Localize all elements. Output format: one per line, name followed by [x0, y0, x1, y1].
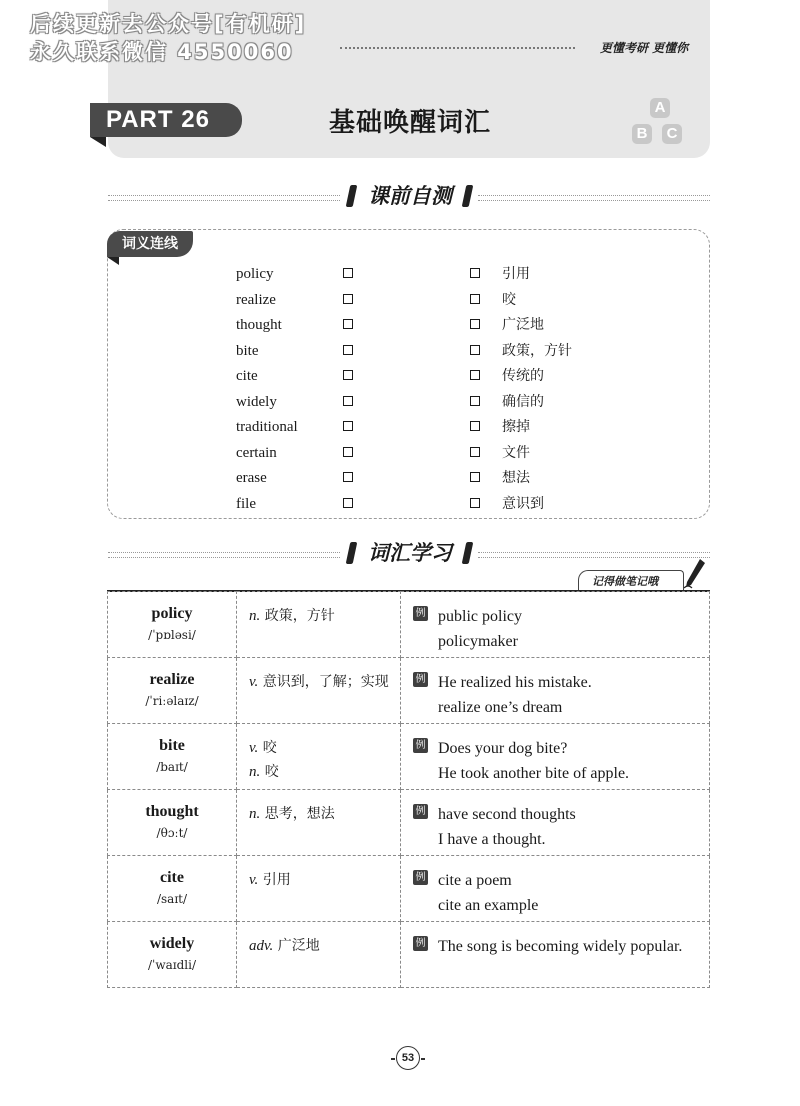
part-of-speech: v.: [249, 872, 259, 888]
matching-row: [0, 390, 800, 414]
abc-icon-c: C: [662, 124, 682, 144]
meaning-text: 思考，想法: [264, 806, 335, 822]
example-line: cite an example: [438, 897, 539, 914]
vocab-word-cell: [108, 724, 237, 790]
vocab-example-cell: [401, 790, 710, 856]
example-line: public policy: [438, 608, 522, 625]
matching-exercise-label: 词义连线: [107, 231, 193, 257]
note-tab-label: 记得做笔记哦: [592, 575, 658, 588]
vocab-row: [108, 658, 710, 724]
match-word: widely: [236, 394, 277, 410]
vocab-meaning-cell: [237, 922, 401, 988]
vocab-example-cell: [401, 724, 710, 790]
matching-row: [0, 339, 800, 363]
part-of-speech: v.: [249, 740, 259, 756]
vocab-example-cell: [401, 922, 710, 988]
vocab-example-cell: [401, 592, 710, 658]
page-title: 基础唤醒词汇: [328, 108, 491, 138]
vocab-meaning: [249, 802, 400, 826]
abc-icon-a: A: [650, 98, 670, 118]
match-checkbox-right[interactable]: [470, 268, 480, 278]
vocab-meaning: [249, 934, 400, 958]
example-badge-icon: 例: [413, 936, 428, 951]
match-meaning: 确信的: [502, 394, 544, 410]
match-checkbox-right[interactable]: [470, 396, 480, 406]
example-line: Does your dog bite?: [438, 740, 568, 757]
section-rule-left: [108, 195, 340, 201]
part-of-speech: adv.: [249, 938, 274, 954]
match-word: traditional: [236, 419, 298, 435]
vocab-row: [108, 592, 710, 658]
match-meaning: 擦掉: [502, 419, 530, 435]
example-line: policymaker: [438, 633, 518, 650]
match-checkbox-left[interactable]: [343, 447, 353, 457]
part-of-speech: n.: [249, 764, 261, 780]
section-rule-left: [108, 552, 340, 558]
vocab-meaning: [249, 868, 400, 892]
section-heading-pretest: [108, 181, 710, 211]
vocab-row: [108, 790, 710, 856]
vocab-phonetic: /baɪt/: [156, 760, 188, 774]
matching-row: [0, 492, 800, 516]
page-number-badge: [396, 1046, 422, 1072]
matching-row: [0, 313, 800, 337]
pen-icon: [682, 558, 706, 590]
watermark-line-2: 永久联系微信 4550060: [30, 40, 294, 64]
part-of-speech: n.: [249, 806, 261, 822]
meaning-text: 咬: [264, 764, 279, 780]
vocab-meaning-cell: [237, 592, 401, 658]
section-rule-right: [478, 552, 710, 558]
match-checkbox-left[interactable]: [343, 370, 353, 380]
matching-row: [0, 466, 800, 490]
match-checkbox-left[interactable]: [343, 421, 353, 431]
vocab-row: [108, 922, 710, 988]
match-checkbox-right[interactable]: [470, 345, 480, 355]
match-meaning: 引用: [502, 266, 530, 282]
section-heading-vocab: [108, 538, 710, 568]
example-line: He took another bite of apple.: [438, 765, 630, 782]
section-title-pretest: 课前自测: [368, 184, 452, 208]
vocab-word-cell: [108, 658, 237, 724]
match-checkbox-right[interactable]: [470, 472, 480, 482]
vocab-row: [108, 856, 710, 922]
meaning-text: 政策，方针: [264, 608, 335, 624]
matching-row: [0, 441, 800, 465]
match-meaning: 文件: [502, 445, 530, 461]
vocab-phonetic: /θɔːt/: [156, 826, 188, 840]
vocab-table: [107, 591, 710, 988]
page-number: 53: [396, 1046, 420, 1070]
vocab-meaning-cell: [237, 790, 401, 856]
header-slogan: 更懂考研 更懂你: [600, 41, 689, 55]
example-line: realize one’s dream: [438, 699, 563, 716]
matching-row: [0, 364, 800, 388]
page-number-tick: [421, 1058, 425, 1060]
example-badge-icon: 例: [413, 804, 428, 819]
match-word: certain: [236, 445, 277, 461]
part-tab-fold: [90, 137, 106, 147]
match-checkbox-right[interactable]: [470, 447, 480, 457]
abc-icon-b: B: [632, 124, 652, 144]
match-word: cite: [236, 368, 258, 384]
vocab-meaning-cell: [237, 856, 401, 922]
vocab-word: thought: [145, 803, 199, 820]
example-line: cite a poem: [438, 872, 512, 889]
vocab-phonetic: /ˈwaɪdli/: [147, 958, 196, 972]
vocab-meaning: [249, 604, 400, 628]
match-word: erase: [236, 470, 267, 486]
match-checkbox-left[interactable]: [343, 396, 353, 406]
vocab-meaning: [249, 736, 400, 760]
vocab-word-cell: [108, 922, 237, 988]
match-checkbox-right[interactable]: [470, 421, 480, 431]
page-number-tick: [391, 1058, 395, 1060]
match-checkbox-left[interactable]: [343, 345, 353, 355]
match-meaning: 政策，方针: [502, 343, 572, 359]
match-meaning: 传统的: [502, 368, 544, 384]
example-badge-icon: 例: [413, 870, 428, 885]
match-meaning: 想法: [502, 470, 530, 486]
vocab-word: widely: [149, 935, 195, 952]
part-label: PART 26: [90, 103, 242, 137]
example-line: The song is becoming widely popular.: [438, 938, 683, 955]
meaning-text: 引用: [262, 872, 291, 888]
vocab-word: realize: [149, 671, 195, 688]
watermark-line-1: 后续更新去公众号[有机研]: [30, 12, 307, 36]
vocab-word-cell: [108, 790, 237, 856]
match-checkbox-left[interactable]: [343, 319, 353, 329]
matching-row: [0, 262, 800, 286]
match-checkbox-left[interactable]: [343, 472, 353, 482]
example-badge-icon: 例: [413, 738, 428, 753]
match-checkbox-right[interactable]: [470, 370, 480, 380]
match-meaning: 广泛地: [502, 317, 544, 333]
match-checkbox-left[interactable]: [343, 268, 353, 278]
vocab-phonetic: /ˈriːəlaɪz/: [145, 694, 199, 708]
vocab-phonetic: /saɪt/: [156, 892, 188, 906]
vocab-word: cite: [160, 869, 184, 886]
part-of-speech: v.: [249, 674, 259, 690]
match-word: thought: [236, 317, 282, 333]
vocab-meaning: [249, 670, 400, 694]
meaning-text: 意识到，了解；实现: [262, 674, 389, 690]
section-title-vocab: 词汇学习: [368, 541, 452, 565]
match-meaning: 咬: [502, 292, 516, 308]
example-badge-icon: 例: [413, 672, 428, 687]
vocab-meaning-cell: [237, 658, 401, 724]
part-of-speech: n.: [249, 608, 261, 624]
vocab-word-cell: [108, 856, 237, 922]
example-line: He realized his mistake.: [438, 674, 592, 691]
match-word: file: [236, 496, 256, 512]
example-badge-icon: 例: [413, 606, 428, 621]
match-word: policy: [236, 266, 274, 282]
match-checkbox-right[interactable]: [470, 498, 480, 508]
vocab-example-cell: [401, 856, 710, 922]
match-checkbox-right[interactable]: [470, 319, 480, 329]
section-rule-right: [478, 195, 710, 201]
match-word: bite: [236, 343, 259, 359]
vocab-meaning: [249, 760, 400, 784]
matching-row: [0, 288, 800, 312]
note-tab: [578, 570, 710, 592]
example-line: I have a thought.: [438, 831, 546, 848]
match-checkbox-left[interactable]: [343, 498, 353, 508]
match-meaning: 意识到: [502, 496, 544, 512]
vocab-phonetic: /ˈpɒləsi/: [148, 628, 196, 642]
matching-row: [0, 415, 800, 439]
vocab-word-cell: [108, 592, 237, 658]
meaning-text: 广泛地: [277, 938, 320, 954]
match-checkbox-right[interactable]: [470, 294, 480, 304]
abc-icon: [630, 96, 690, 148]
match-checkbox-left[interactable]: [343, 294, 353, 304]
meaning-text: 咬: [262, 740, 277, 756]
match-word: realize: [236, 292, 276, 308]
vocab-meaning-cell: [237, 724, 401, 790]
example-line: have second thoughts: [438, 806, 576, 823]
vocab-example-cell: [401, 658, 710, 724]
header-dotted-rule: [340, 47, 575, 49]
vocab-word: bite: [159, 737, 185, 754]
vocab-row: [108, 724, 710, 790]
vocab-word: policy: [151, 605, 193, 622]
